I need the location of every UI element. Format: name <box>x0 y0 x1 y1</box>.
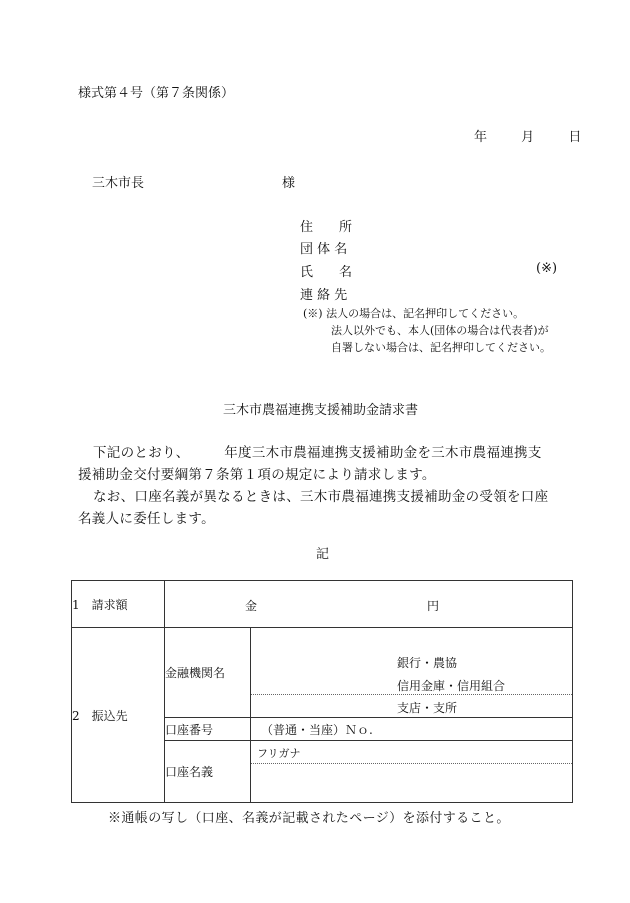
note-line1: (※) 法人の場合は、記名押印してください。 <box>303 307 525 320</box>
amount-label: 1 請求額 <box>72 581 165 628</box>
contact-label: 連 絡 先 <box>300 288 348 303</box>
account-no-label: 口座番号 <box>165 718 251 741</box>
note-line3: 自署しない場合は、記名押印してください。 <box>331 341 551 354</box>
name-label: 氏 名 <box>300 265 353 280</box>
note-line2: 法人以外でも、本人(団体の場合は代表者)が <box>331 324 549 337</box>
bank-option-2: 信用金庫・信用組合 <box>397 679 506 693</box>
document-title: 三木市農福連携支援補助金請求書 <box>223 403 419 418</box>
bank-label: 金融機関名 <box>165 628 251 718</box>
org-label: 団 体 名 <box>300 242 348 257</box>
bank-divider <box>251 694 572 695</box>
seal-mark: (※) <box>536 261 558 276</box>
bank-option-1: 銀行・農協 <box>397 656 458 670</box>
table-row <box>72 628 573 718</box>
date-day: 日 <box>568 130 582 145</box>
amount-yen: 円 <box>427 599 440 613</box>
amount-cell[interactable] <box>165 581 573 628</box>
form-number: 様式第４号（第７条関係） <box>78 86 235 101</box>
date-line <box>474 126 581 145</box>
body-line1: 下記のとおり、 年度三木市農福連携支援補助金を三木市農福連携支 <box>93 445 542 461</box>
date-year: 年 <box>474 130 488 145</box>
addressee-honorific: 様 <box>282 176 296 191</box>
bank-branch: 支店・支所 <box>397 701 458 715</box>
account-no-cell[interactable]: （普通・当座）Ｎｏ. <box>251 718 573 741</box>
body-line4: 名義人に委任します。 <box>78 511 215 527</box>
transfer-label: 2 振込先 <box>72 628 165 803</box>
addressee-name: 三木市長 <box>92 176 145 191</box>
furigana-label: フリガナ <box>257 747 301 760</box>
footer-note: ※通帳の写し（口座、名義が記載されたページ）を添付すること。 <box>108 811 510 826</box>
account-name-label: 口座名義 <box>165 741 251 803</box>
ki-heading: 記 <box>316 547 330 562</box>
date-month: 月 <box>521 130 535 145</box>
body-line3: なお、口座名義が異なるときは、三木市農福連携支援補助金の受領を口座 <box>93 489 549 505</box>
body-line2: 援補助金交付要綱第７条第１項の規定により請求します。 <box>78 467 436 483</box>
request-table <box>71 580 573 803</box>
address-label: 住 所 <box>300 220 353 235</box>
amount-kin: 金 <box>245 599 258 613</box>
account-name-cell[interactable] <box>251 741 573 803</box>
furigana-divider <box>251 763 572 764</box>
table-row <box>72 581 573 628</box>
bank-cell[interactable] <box>251 628 573 718</box>
